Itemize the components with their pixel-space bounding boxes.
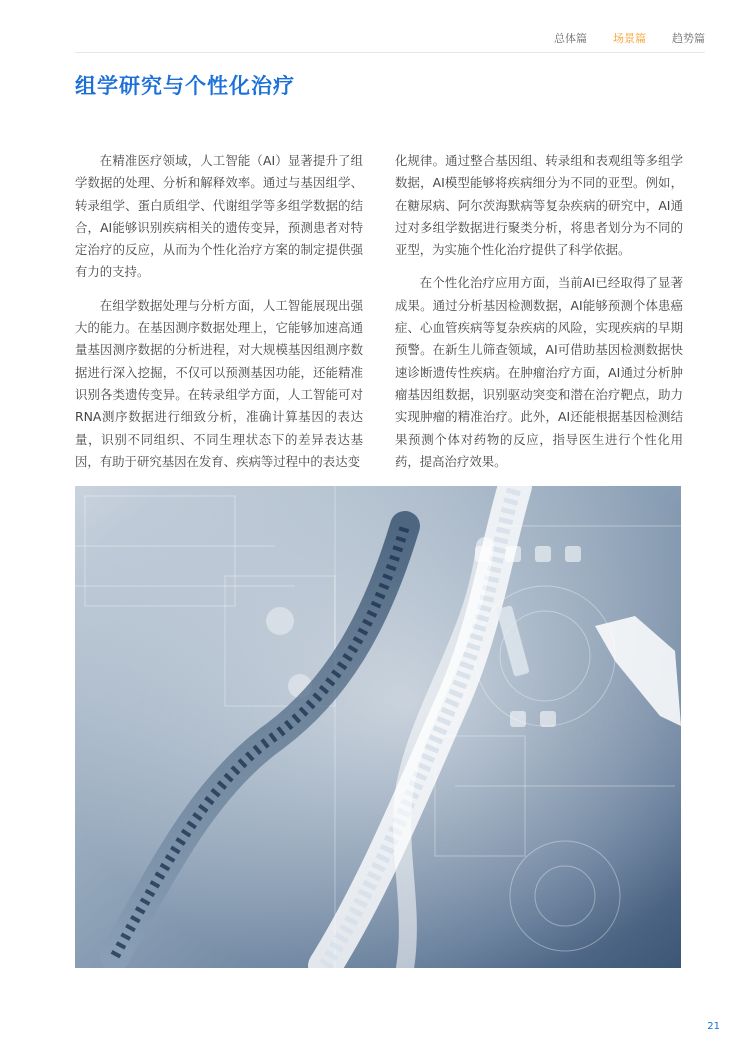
left-paragraph-2: 在组学数据处理与分析方面，人工智能展现出强大的能力。在基因测序数据处理上，它能够加速高通量基因测序数据的分析进程，对大规模基因组测序数据进行深入挖掘，不仅可以预测基因功能，还能精准识别各类遗传变异。在转录组学方面，人工智能可对RNA测序数据进行细致分析，准确计算基因的表达量，识别不同组织、不同生理状态下的差异表达基因，有助于研究基因在发育、疾病等过程中的表达变: [75, 297, 363, 469]
left-paragraph-1: 在精准医疗领域，人工智能（AI）显著提升了组学数据的处理、分析和解释效率。通过与基因组学、转录组学、蛋白质组学、代谢组学等多组学数据的结合，AI能够识别疾病相关的遗传变异，预测患者对特定治疗的反应，从而为个性化治疗方案的制定提供强有力的支持。: [75, 153, 363, 280]
right-paragraph-2: 在个性化治疗应用方面，当前AI已经取得了显著成果。通过分析基因检测数据，AI能够预测个体患癌症、心血管疾病等复杂疾病的风险，实现疾病的早期预警。在新生儿筛查领域，AI可借助基因检测数据快速诊断遗传性疾病。在肿瘤治疗方面，AI通过分析肿瘤基因组数据，识别驱动突变和潜在治疗靶点，助力实现肿瘤的精准治疗。此外，AI还能根据基因检测结果预测个体对药物的反应，指导医生进行个性化用药，提高治疗效果。: [395, 275, 683, 469]
section-nav: [554, 30, 705, 46]
nav-item-trends[interactable]: 趋势篇: [672, 32, 705, 45]
page-number: 21: [707, 1021, 720, 1032]
header-divider: [75, 52, 705, 53]
nav-item-overview[interactable]: 总体篇: [554, 32, 587, 45]
page-title: 组学研究与个性化治疗: [75, 74, 295, 98]
nav-item-scenarios[interactable]: 场景篇: [613, 32, 646, 45]
body-text: [75, 150, 683, 484]
left-column: [75, 150, 363, 484]
dna-illustration: [75, 486, 681, 968]
right-column: [395, 150, 683, 484]
right-paragraph-1: 化规律。通过整合基因组、转录组和表观组等多组学数据，AI模型能够将疾病细分为不同的亚型。例如，在糖尿病、阿尔茨海默病等复杂疾病的研究中，AI通过对多组学数据进行聚类分析，将患者划分为不同的亚型，为实施个性化治疗提供了科学依据。: [395, 153, 683, 258]
